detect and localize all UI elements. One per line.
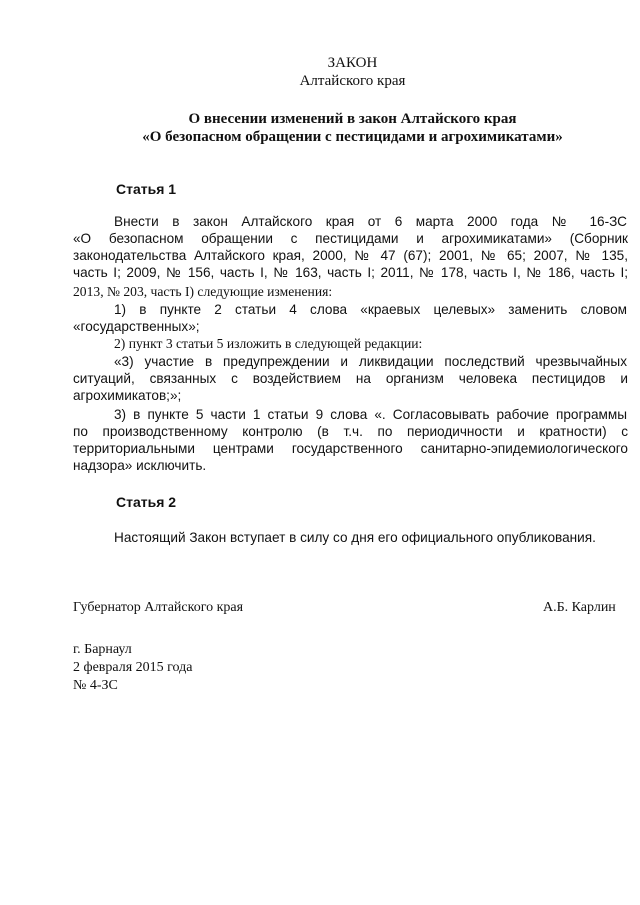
- article-1-line: агрохимикатов;»;: [73, 388, 182, 403]
- signatory-name: А.Б. Карлин: [543, 600, 616, 615]
- article-1-line: 2013, № 203, часть I) следующие изменения:: [73, 284, 333, 299]
- signing-date: 2 февраля 2015 года: [73, 660, 193, 675]
- article-2-heading: Статья 2: [116, 494, 177, 510]
- article-1-line: ситуаций, связанных с воздействием на организм человека пестицидов и: [73, 371, 628, 386]
- law-subject-line-2: «О безопасном обращении с пестицидами и агрохимикатами»: [142, 129, 563, 145]
- article-1-line: «3) участие в предупреждении и ликвидации последствий чрезвычайных: [114, 354, 627, 369]
- article-2-text: Настоящий Закон вступает в силу со дня его официального опубликования.: [114, 530, 596, 545]
- article-1-line: «О безопасном обращении с пестицидами и агрохимикатами» (Сборник: [73, 231, 628, 246]
- article-1-line: Внести в закон Алтайского края от 6 марта 2000 года № 16-ЗС: [114, 214, 627, 229]
- signatory-title: Губернатор Алтайского края: [73, 600, 244, 615]
- article-1-line: надзора» исключить.: [73, 458, 207, 473]
- signing-city: г. Барнаул: [73, 642, 132, 657]
- article-1-line: часть I; 2009, № 156, часть I, № 163, часть I; 2011, № 178, часть I, № 186, часть I;: [73, 265, 628, 280]
- law-subject-line-1: О внесении изменений в закон Алтайского края: [188, 111, 517, 127]
- law-region: Алтайского края: [299, 73, 406, 89]
- article-1-line: 2) пункт 3 статьи 5 изложить в следующей редакции:: [114, 336, 423, 351]
- article-1-line: по производственному контролю (в т.ч. по периодичности и кратности) с: [73, 424, 628, 439]
- article-1-line: законодательства Алтайского края, 2000, № 47 (67); 2001, № 65; 2007, № 135,: [73, 248, 628, 263]
- article-1-line: 3) в пункте 5 части 1 статьи 9 слова «. Согласовывать рабочие программы: [114, 407, 627, 422]
- law-number: № 4-ЗС: [73, 678, 118, 693]
- law-title: ЗАКОН: [327, 55, 378, 71]
- article-1-line: 1) в пункте 2 статьи 4 слова «краевых целевых» заменить словом: [114, 302, 627, 317]
- article-1-line: территориальными центрами государственного санитарно-эпидемиологического: [73, 441, 628, 456]
- article-1-heading: Статья 1: [116, 181, 177, 197]
- article-1-line: «государственных»;: [73, 319, 200, 334]
